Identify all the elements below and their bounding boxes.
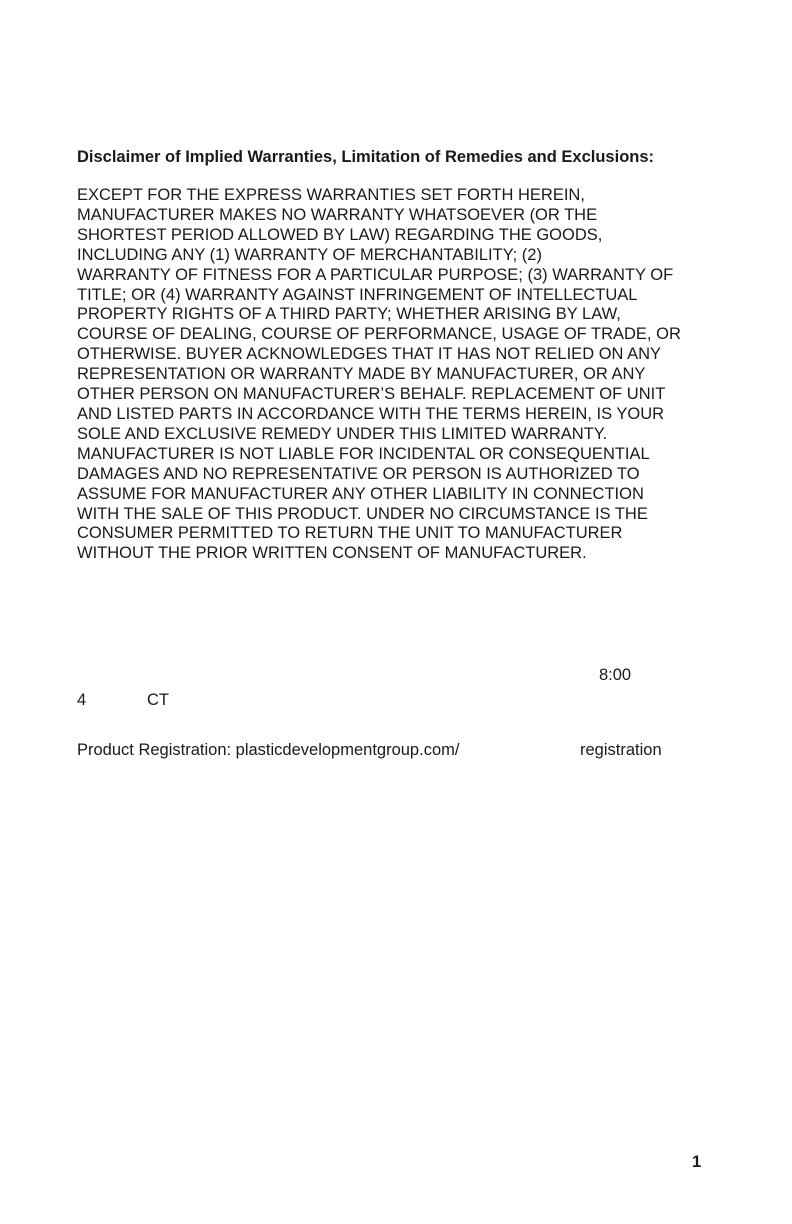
disclaimer-line: EXCEPT FOR THE EXPRESS WARRANTIES SET FORTH HEREIN, xyxy=(77,186,585,204)
disclaimer-line: ASSUME FOR MANUFACTURER ANY OTHER LIABILITY IN CONNECTION xyxy=(77,484,644,503)
disclaimer-line: SOLE AND EXCLUSIVE REMEDY UNDER THIS LIMITED WARRANTY. xyxy=(77,424,608,443)
disclaimer-line: TITLE; OR (4) WARRANTY AGAINST INFRINGEMENT OF INTELLECTUAL xyxy=(77,285,638,304)
disclaimer-line: INCLUDING ANY (1) WARRANTY OF MERCHANTABILITY; (2) xyxy=(77,245,542,264)
disclaimer-line: SHORTEST PERIOD ALLOWED BY LAW) REGARDING THE GOODS, xyxy=(77,225,603,244)
disclaimer-line: DAMAGES AND NO REPRESENTATIVE OR PERSON IS AUTHORIZED TO xyxy=(77,464,640,483)
hours-number: 4 xyxy=(77,691,87,709)
product-registration-link[interactable]: Product Registration: plasticdevelopmentgroup.com/ xyxy=(77,741,460,759)
disclaimer-line: WITHOUT THE PRIOR WRITTEN CONSENT OF MANUFACTURER. xyxy=(77,544,587,563)
disclaimer-heading: Disclaimer of Implied Warranties, Limitation of Remedies and Exclusions: xyxy=(77,148,655,166)
disclaimer-line: PROPERTY RIGHTS OF A THIRD PARTY; WHETHER ARISING BY LAW, xyxy=(77,305,621,324)
disclaimer-line: MANUFACTURER MAKES NO WARRANTY WHATSOEVER (OR THE xyxy=(77,205,598,224)
disclaimer-line: COURSE OF DEALING, COURSE OF PERFORMANCE, USAGE OF TRADE, OR xyxy=(77,325,681,344)
disclaimer-line: OTHERWISE. BUYER ACKNOWLEDGES THAT IT HAS NOT RELIED ON ANY xyxy=(77,345,662,364)
disclaimer-line: REPRESENTATION OR WARRANTY MADE BY MANUFACTURER, OR ANY xyxy=(77,365,646,384)
disclaimer-line: AND LISTED PARTS IN ACCORDANCE WITH THE TERMS HEREIN, IS YOUR xyxy=(77,404,665,423)
disclaimer-line: OTHER PERSON ON MANUFACTURER’S BEHALF. REPLACEMENT OF UNIT xyxy=(77,385,666,404)
hours-time: 8:00 xyxy=(599,666,632,684)
product-registration-path[interactable]: registration xyxy=(580,741,662,759)
disclaimer-line: WITH THE SALE OF THIS PRODUCT. UNDER NO CIRCUMSTANCE IS THE xyxy=(77,504,648,523)
hours-timezone: CT xyxy=(147,691,169,709)
disclaimer-line: MANUFACTURER IS NOT LIABLE FOR INCIDENTAL OR CONSEQUENTIAL xyxy=(77,444,650,463)
disclaimer-body xyxy=(77,186,737,564)
page-number: 1 xyxy=(692,1153,702,1171)
disclaimer-line: WARRANTY OF FITNESS FOR A PARTICULAR PURPOSE; (3) WARRANTY OF xyxy=(77,265,674,284)
disclaimer-line: CONSUMER PERMITTED TO RETURN THE UNIT TO MANUFACTURER xyxy=(77,524,623,543)
